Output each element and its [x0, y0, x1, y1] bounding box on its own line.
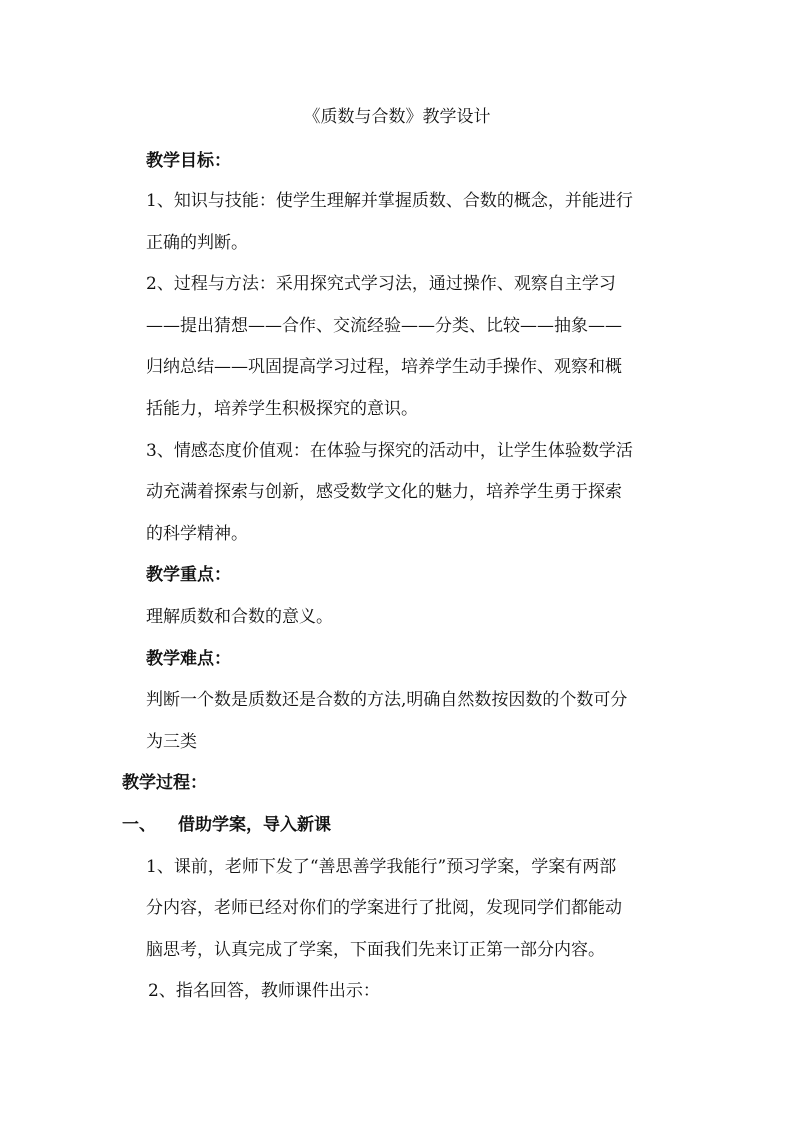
objective-3-line-2: 动充满着探索与创新，感受数学文化的魅力，培养学生勇于探索 — [146, 482, 622, 502]
step-1-line-1: 1、课前，老师下发了“善思善学我能行”预习学案，学案有两部 — [146, 857, 617, 877]
section-1-number: 一、 — [122, 815, 156, 835]
objective-2-line-3: 归纳总结——巩固提高学习过程，培养学生动手操作、观察和概 — [146, 357, 622, 377]
step-2-line-1: 2、指名回答，教师课件出示： — [148, 981, 380, 1001]
step-1-line-3: 脑思考，认真完成了学案，下面我们先来订正第一部分内容。 — [146, 940, 605, 960]
objectives-heading: 教学目标： — [146, 151, 231, 171]
objective-1-line-2: 正确的判断。 — [146, 233, 248, 253]
key-point-text: 理解质数和合数的意义。 — [146, 607, 333, 627]
objective-1-line-1: 1、知识与技能：使学生理解并掌握质数、合数的概念，并能进行 — [146, 191, 633, 211]
section-1-title: 借助学案，导入新课 — [178, 815, 331, 835]
process-heading: 教学过程： — [122, 773, 207, 793]
objective-2-line-1: 2、过程与方法：采用探究式学习法，通过操作、观察自主学习 — [146, 274, 616, 294]
difficulty-heading: 教学难点： — [146, 649, 231, 669]
objective-2-line-4: 括能力，培养学生积极探究的意识。 — [146, 399, 418, 419]
step-1-line-2: 分内容，老师已经对你们的学案进行了批阅，发现同学们都能动 — [146, 898, 622, 918]
difficulty-line-1: 判断一个数是质数还是合数的方法,明确自然数按因数的个数可分 — [146, 690, 628, 710]
objective-3-line-3: 的科学精神。 — [146, 524, 248, 544]
difficulty-line-2: 为三类 — [146, 732, 197, 752]
objective-3-line-1: 3、情感态度价值观：在体验与探究的活动中，让学生体验数学活 — [146, 441, 633, 461]
document-title: 《质数与合数》教学设计 — [303, 107, 491, 127]
key-point-heading: 教学重点： — [146, 565, 231, 585]
objective-2-line-2: ——提出猜想——合作、交流经验——分类、比较——抽象—— — [146, 316, 622, 336]
